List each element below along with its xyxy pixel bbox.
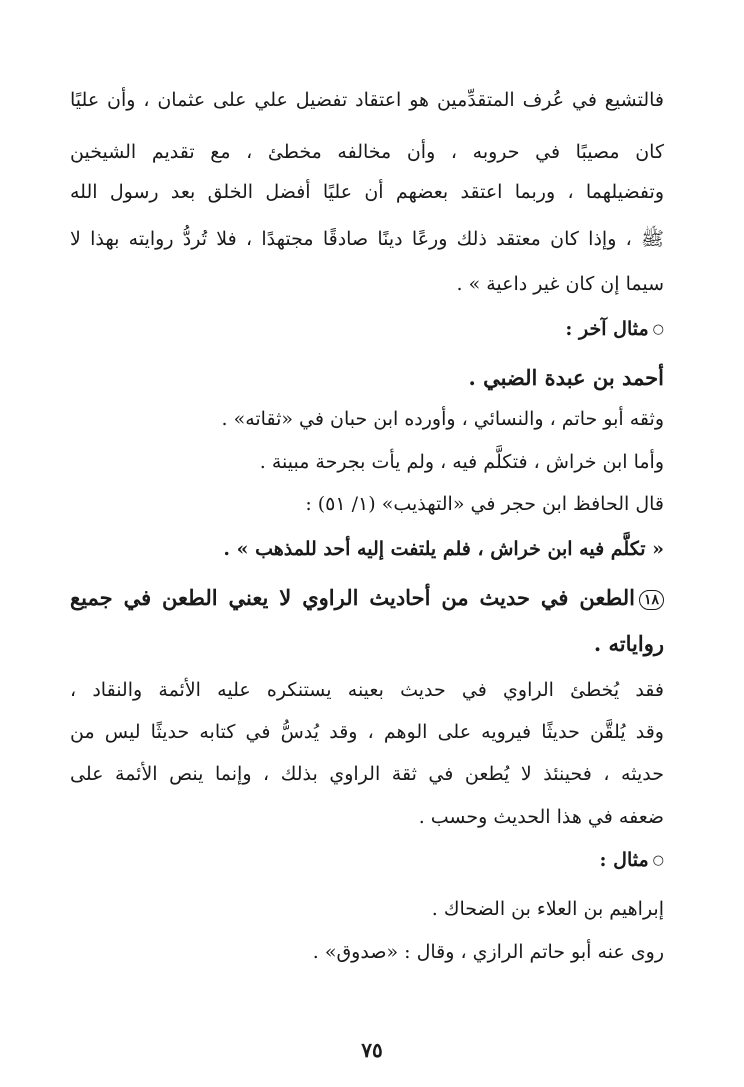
paragraph-line: ضعفه في هذا الحديث وحسب . [418,806,664,828]
narrator-name: أحمد بن عبدة الضبي . [468,365,664,390]
section-title-line: الطعن في حديث من أحاديث الراوي لا يعني الطعن في جميع [70,585,635,610]
book-page [70,0,664,1087]
ornament-icon: ○ [652,322,664,337]
quote-line: « تكلَّم فيه ابن خراش ، فلم يلتفت إليه أحد للمذهب » . [223,538,664,560]
paragraph-line: وأما ابن خراش ، فتكلَّم فيه ، ولم يأت بجرحة مبينة . [259,451,664,473]
example-label: مثال : [599,849,649,871]
paragraph-line: فقد يُخطئ الراوي في حديث بعينه يستنكره عليه الأئمة والنقاد ، [70,679,664,701]
example-label: مثال آخر : [565,318,649,340]
paragraph-line: فالتشيع في عُرف المتقدِّمين هو اعتقاد تفضيل علي على عثمان ، وأن عليًا [70,89,664,111]
paragraph-line: سيما إن كان غير داعية » . [456,273,664,295]
paragraph-line: وتفضيلهما ، وربما اعتقد بعضهم أن عليًا أفضل الخلق بعد رسول الله [70,181,664,203]
section-heading [70,584,664,612]
example-heading [70,846,664,875]
paragraph-line: حديثه ، فحينئذ لا يُطعن في ثقة الراوي بذلك ، وإنما ينص الأئمة على [70,763,664,785]
paragraph-line: وقد يُلقَّن حديثًا فيرويه على الوهم ، وقد يُدسُّ في كتابه حديثًا ليس من [70,721,664,743]
page-number: ٧٥ [361,1038,383,1062]
ornament-icon: ○ [652,853,664,868]
paragraph-line: روى عنه أبو حاتم الرازي ، وقال : «صدوق» . [312,941,664,963]
paragraph-line: ﷺ ، وإذا كان معتقد ذلك ورعًا دينًا صادقًا مجتهدًا ، فلا تُردُّ روايته بهذا لا [70,228,664,250]
section-number-badge: ١٨ [639,590,664,610]
section-title-line: رواياته . [593,631,664,656]
paragraph-line: قال الحافظ ابن حجر في «التهذيب» (١/ ٥١) : [305,493,664,515]
narrator-name: إبراهيم بن العلاء بن الضحاك . [431,898,664,920]
paragraph-line: كان مصيبًا في حروبه ، وأن مخالفه مخطئ ، مع تقديم الشيخين [70,141,664,163]
paragraph-line: وثقه أبو حاتم ، والنسائي ، وأورده ابن حبان في «ثقاته» . [221,408,664,430]
example-heading [70,315,664,344]
